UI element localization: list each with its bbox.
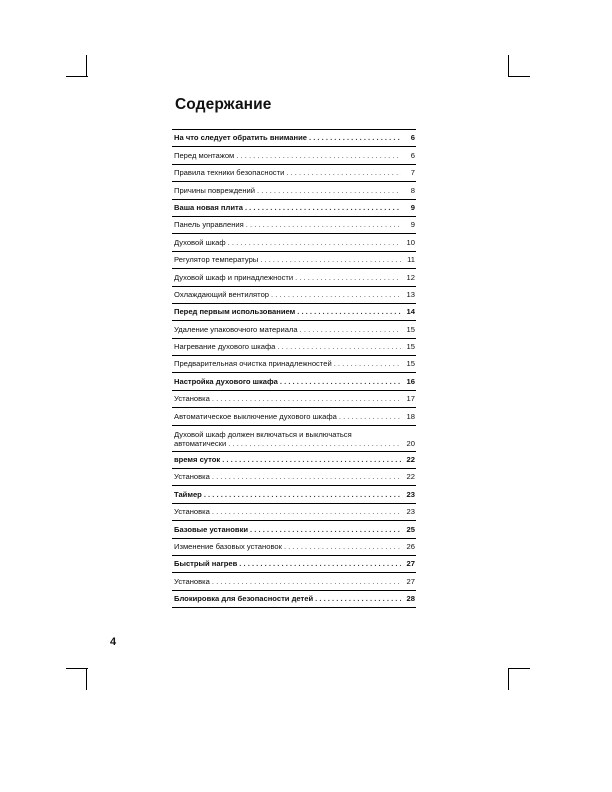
toc-entry-title: Настройка духового шкафа: [174, 376, 278, 386]
toc-entry[interactable]: [172, 287, 416, 304]
dot-leader: [295, 273, 401, 282]
toc-entry-title: На что следует обратить внимание: [174, 133, 307, 143]
toc-entry[interactable]: [172, 573, 416, 590]
crop-mark-top-right-h: [508, 76, 530, 77]
toc-page-number: 14: [406, 307, 415, 317]
toc-entry[interactable]: [172, 469, 416, 486]
dot-leader: [271, 290, 401, 299]
toc-section[interactable]: [172, 200, 416, 217]
toc-entry-title: Ваша новая плита: [174, 202, 243, 212]
toc-page-number: 18: [406, 411, 415, 421]
dot-leader: [334, 359, 401, 368]
toc-entry-title: Автоматическое выключение духового шкафа: [174, 411, 337, 421]
toc-page-number: 26: [406, 541, 415, 551]
toc-page-number: 27: [406, 576, 415, 586]
toc-page-number: 8: [410, 185, 415, 195]
toc-entry[interactable]: [172, 147, 416, 164]
toc-entry[interactable]: [172, 339, 416, 356]
toc-page-number: 15: [406, 342, 415, 352]
dot-leader: [236, 151, 401, 160]
toc-entry-title: Перед первым использованием: [174, 307, 296, 317]
toc-page-number: 22: [406, 472, 415, 482]
toc-entry-title: Установка: [174, 507, 210, 517]
dot-leader: [250, 525, 401, 534]
toc-entry[interactable]: [172, 252, 416, 269]
dot-leader: [339, 412, 401, 421]
dot-leader: [277, 342, 401, 351]
toc-entry-title: Базовые установки: [174, 524, 249, 534]
dot-leader: [228, 439, 401, 448]
toc-page-number: 12: [406, 272, 415, 282]
dot-leader: [222, 455, 401, 464]
toc-page-number: 7: [410, 168, 415, 178]
toc-entry[interactable]: [172, 504, 416, 521]
table-of-contents: [172, 129, 416, 608]
toc-entry-title: Духовой шкаф: [174, 237, 226, 247]
dot-leader: [212, 507, 401, 516]
toc-page-number: 27: [406, 559, 415, 569]
dot-leader: [286, 168, 401, 177]
toc-entry[interactable]: [172, 182, 416, 199]
toc-entry[interactable]: [172, 426, 416, 452]
toc-entry-title: Духовой шкаф и принадлежности: [174, 272, 294, 282]
crop-mark-top-left-h: [66, 76, 88, 77]
toc-entry[interactable]: [172, 539, 416, 556]
crop-mark-top-left-v: [86, 55, 87, 77]
toc-entry[interactable]: [172, 269, 416, 286]
page-number: 4: [110, 636, 117, 648]
toc-section[interactable]: [172, 373, 416, 390]
dot-leader: [245, 203, 401, 212]
crop-mark-top-right-v: [508, 55, 509, 77]
toc-entry[interactable]: [172, 321, 416, 338]
toc-page-number: 13: [406, 289, 415, 299]
toc-page-number: 28: [406, 594, 415, 604]
toc-entry-title: Таймер: [174, 489, 202, 499]
toc-page-number: 16: [406, 376, 415, 386]
toc-entry[interactable]: [172, 391, 416, 408]
toc-entry-title: Охлаждающий вентилятор: [174, 289, 270, 299]
toc-entry-title: Установка: [174, 472, 210, 482]
page-title: Содержание: [175, 96, 272, 113]
toc-section[interactable]: [172, 304, 416, 321]
toc-page-number: 22: [406, 455, 415, 465]
toc-entry-title: Быстрый нагрев: [174, 559, 238, 569]
toc-entry-title-cont: автоматически: [174, 438, 227, 448]
toc-section[interactable]: [172, 486, 416, 503]
dot-leader: [315, 594, 401, 603]
toc-entry-title: Причины повреждений: [174, 185, 256, 195]
toc-entry-title: Правила техники безопасности: [174, 168, 285, 178]
dot-leader: [212, 577, 401, 586]
toc-page-number: 23: [406, 489, 415, 499]
crop-mark-bottom-right-h: [508, 668, 530, 669]
toc-page-number: 15: [406, 324, 415, 334]
toc-entry-title: Панель управления: [174, 220, 244, 230]
toc-entry[interactable]: [172, 408, 416, 425]
toc-entry-title: Регулятор температуры: [174, 255, 259, 265]
dot-leader: [239, 559, 401, 568]
toc-page-number: 11: [407, 255, 415, 265]
toc-entry-title: Установка: [174, 394, 210, 404]
dot-leader: [212, 394, 401, 403]
toc-page-number: 6: [410, 150, 415, 160]
dot-leader: [257, 186, 401, 195]
crop-mark-bottom-left-h: [66, 668, 88, 669]
toc-section[interactable]: [172, 130, 416, 147]
toc-entry[interactable]: [172, 234, 416, 251]
toc-section[interactable]: [172, 452, 416, 469]
toc-entry-title: Удаление упаковочного материала: [174, 324, 298, 334]
toc-page-number: 10: [406, 237, 415, 247]
dot-leader: [297, 307, 401, 316]
toc-section[interactable]: [172, 521, 416, 538]
dot-leader: [284, 542, 401, 551]
dot-leader: [280, 377, 401, 386]
dot-leader: [246, 220, 401, 229]
dot-leader: [300, 325, 401, 334]
crop-mark-bottom-right-v: [508, 668, 509, 690]
toc-entry-title: время суток: [174, 455, 221, 465]
crop-mark-bottom-left-v: [86, 668, 87, 690]
toc-entry[interactable]: [172, 217, 416, 234]
toc-entry-title: Изменение базовых установок: [174, 541, 282, 551]
toc-page-number: 20: [406, 438, 415, 448]
toc-section[interactable]: [172, 591, 416, 608]
dot-leader: [204, 490, 401, 499]
toc-page-number: 9: [410, 202, 415, 212]
dot-leader: [212, 472, 401, 481]
toc-entry-title: Предварительная очистка принадлежностей: [174, 359, 332, 369]
toc-page-number: 25: [406, 524, 415, 534]
dot-leader: [260, 255, 401, 264]
toc-entry-title: Духовой шкаф должен включаться и выключаться: [174, 429, 352, 439]
toc-page-number: 23: [406, 507, 415, 517]
toc-page-number: 6: [410, 133, 415, 143]
toc-entry-title: Блокировка для безопасности детей: [174, 594, 314, 604]
toc-page-number: 17: [406, 394, 415, 404]
toc-entry[interactable]: [172, 356, 416, 373]
dot-leader: [228, 238, 401, 247]
toc-entry-title: Перед монтажом: [174, 150, 235, 160]
toc-entry[interactable]: [172, 165, 416, 182]
toc-page-number: 15: [406, 359, 415, 369]
toc-page-number: 9: [410, 220, 415, 230]
toc-entry-title: Нагревание духового шкафа: [174, 342, 276, 352]
dot-leader: [309, 133, 401, 142]
toc-entry-title: Установка: [174, 576, 210, 586]
toc-section[interactable]: [172, 556, 416, 573]
